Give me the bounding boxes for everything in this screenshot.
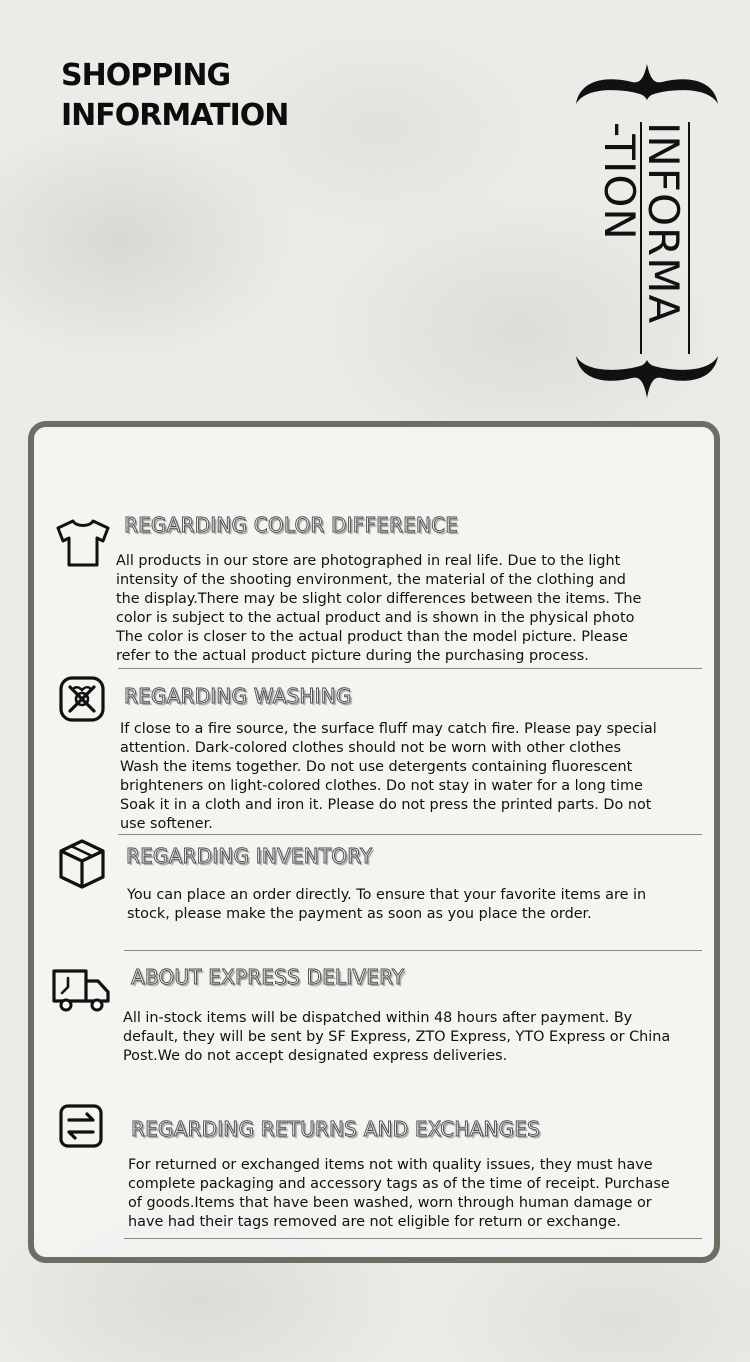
box-icon <box>56 837 108 891</box>
vertical-text-line-2: -TION <box>595 122 644 241</box>
section-title: REGARDING COLOR DIFFERENCE <box>124 513 459 537</box>
section-body: If close to a fire source, the surface fluff may catch fire. Please pay special attention. Dark-colored clothes should not be worn with other clothes Wash the items together. Do not use detergents containing fluorescent brighteners on light-colored clothes. Do not stay in water for a long time Soak it in a cloth and iron it. Please do not press the printed parts. Do not use softener. <box>120 721 657 832</box>
no-wash-icon <box>58 675 106 723</box>
section-divider <box>124 1238 702 1239</box>
section-body: All products in our store are photographed in real life. Due to the light intensity of the shooting environment, the material of the clothing and the display.There may be slight color differences between the items. The color is subject to the actual product and is shown in the physical photo The color is closer to the actual product than the model picture. Please refer to the actual product picture during the purchasing process. <box>116 553 642 664</box>
shopping-info-card <box>28 421 720 1263</box>
section-divider <box>118 668 702 669</box>
curly-brace-top-icon <box>570 60 725 110</box>
information-decoration <box>570 60 725 405</box>
tshirt-icon <box>54 517 112 569</box>
page-title <box>61 56 288 136</box>
page-title-line-2: INFORMATION <box>61 98 289 133</box>
vertical-information-text <box>595 122 688 325</box>
vertical-text-line-1: INFORMA <box>639 122 688 325</box>
section-title: REGARDING INVENTORY <box>126 844 373 868</box>
section-title: ABOUT EXPRESS DELIVERY <box>131 965 405 989</box>
page-title-line-1: SHOPPING <box>61 58 231 93</box>
section-body: For returned or exchanged items not with quality issues, they must have complete packaging and accessory tags as of the time of receipt. Purchase of goods.Items that have been washed, worn through human damage or have had their tags removed are not eligible for return or exchange. <box>128 1157 670 1230</box>
exchange-icon <box>58 1103 104 1149</box>
section-title: REGARDING WASHING <box>124 684 352 708</box>
section-divider <box>118 834 702 835</box>
section-body: All in-stock items will be dispatched within 48 hours after payment. By default, they will be sent by SF Express, ZTO Express, YTO Express or China Post.We do not accept designated express deliveries. <box>123 1010 671 1064</box>
delivery-truck-icon <box>50 965 112 1015</box>
section-divider <box>124 950 702 951</box>
section-title: REGARDING RETURNS AND EXCHANGES <box>131 1117 540 1141</box>
vertical-rule-right <box>688 122 690 354</box>
curly-brace-bottom-icon <box>570 350 725 402</box>
section-body: You can place an order directly. To ensure that your favorite items are in stock, please make the payment as soon as you place the order. <box>127 887 647 922</box>
